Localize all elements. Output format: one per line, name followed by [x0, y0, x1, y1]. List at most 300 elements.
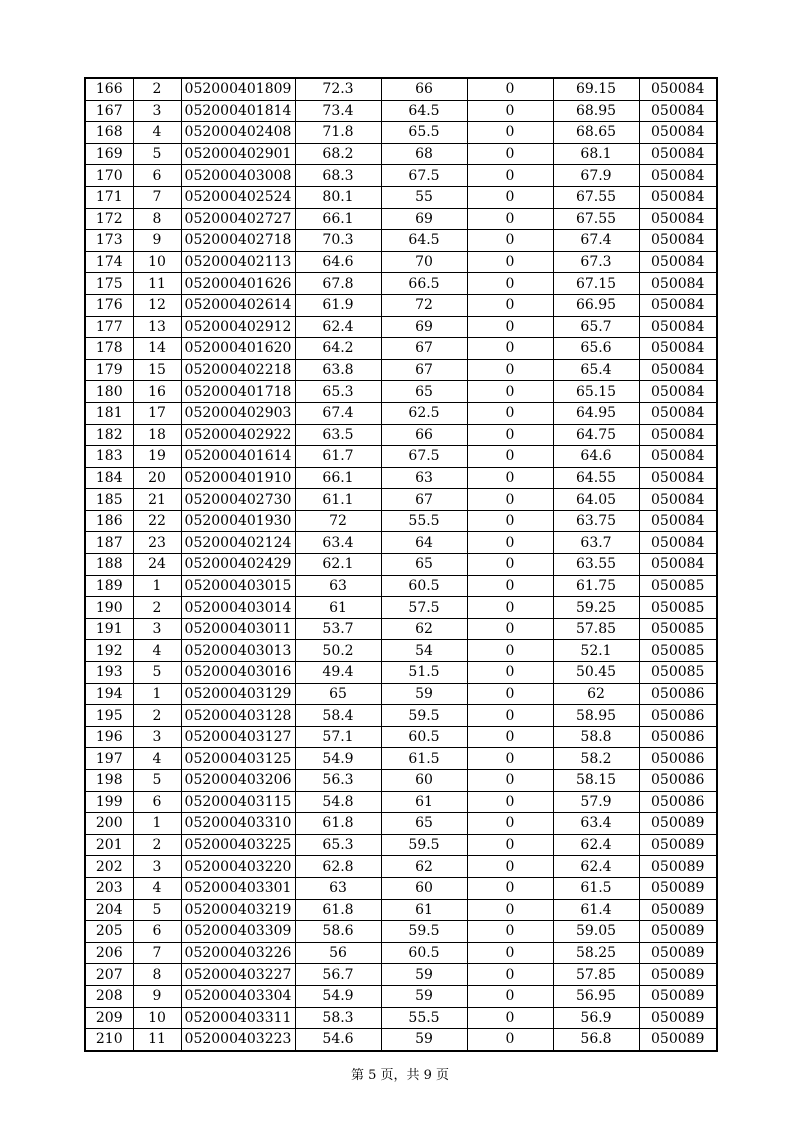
position-code-cell: 050084 [639, 208, 717, 230]
group-rank-cell: 1 [133, 575, 181, 597]
score-a-cell: 63.4 [295, 532, 381, 554]
score-b-cell: 67 [381, 338, 467, 360]
group-rank-cell: 3 [133, 100, 181, 122]
table-row [85, 770, 717, 792]
total-cell: 67.55 [553, 208, 639, 230]
total-cell: 68.65 [553, 122, 639, 144]
table-row [85, 662, 717, 684]
table-row [85, 402, 717, 424]
exam-id-cell: 052000403304 [181, 985, 295, 1007]
total-cell: 63.55 [553, 554, 639, 576]
bonus-cell: 0 [467, 489, 553, 511]
total-cell: 64.75 [553, 424, 639, 446]
bonus-cell: 0 [467, 294, 553, 316]
seq-cell: 186 [85, 510, 133, 532]
total-cell: 64.05 [553, 489, 639, 511]
total-cell: 67.4 [553, 230, 639, 252]
seq-cell: 184 [85, 467, 133, 489]
table-row [85, 640, 717, 662]
exam-id-cell: 052000402912 [181, 316, 295, 338]
exam-id-cell: 052000401620 [181, 338, 295, 360]
table-row [85, 359, 717, 381]
table-row [85, 597, 717, 619]
table-row [85, 1029, 717, 1051]
table-row [85, 985, 717, 1007]
seq-cell: 194 [85, 683, 133, 705]
score-a-cell: 71.8 [295, 122, 381, 144]
position-code-cell: 050085 [639, 640, 717, 662]
group-rank-cell: 6 [133, 165, 181, 187]
group-rank-cell: 19 [133, 446, 181, 468]
seq-cell: 173 [85, 230, 133, 252]
score-b-cell: 61 [381, 899, 467, 921]
score-a-cell: 62.4 [295, 316, 381, 338]
group-rank-cell: 21 [133, 489, 181, 511]
score-b-cell: 54 [381, 640, 467, 662]
total-cell: 57.85 [553, 618, 639, 640]
score-b-cell: 65 [381, 813, 467, 835]
position-code-cell: 050084 [639, 165, 717, 187]
total-cell: 58.15 [553, 770, 639, 792]
group-rank-cell: 6 [133, 921, 181, 943]
score-a-cell: 49.4 [295, 662, 381, 684]
group-rank-cell: 3 [133, 726, 181, 748]
table-row [85, 877, 717, 899]
position-code-cell: 050084 [639, 273, 717, 295]
group-rank-cell: 1 [133, 813, 181, 835]
position-code-cell: 050084 [639, 424, 717, 446]
score-b-cell: 60.5 [381, 575, 467, 597]
exam-id-cell: 052000402718 [181, 230, 295, 252]
group-rank-cell: 14 [133, 338, 181, 360]
bonus-cell: 0 [467, 230, 553, 252]
score-a-cell: 73.4 [295, 100, 381, 122]
total-cell: 67.15 [553, 273, 639, 295]
score-a-cell: 57.1 [295, 726, 381, 748]
score-b-cell: 59.5 [381, 705, 467, 727]
exam-id-cell: 052000401718 [181, 381, 295, 403]
bonus-cell: 0 [467, 208, 553, 230]
total-cell: 56.95 [553, 985, 639, 1007]
score-b-cell: 64.5 [381, 100, 467, 122]
bonus-cell: 0 [467, 813, 553, 835]
group-rank-cell: 5 [133, 662, 181, 684]
position-code-cell: 050085 [639, 662, 717, 684]
exam-id-cell: 052000401614 [181, 446, 295, 468]
seq-cell: 210 [85, 1029, 133, 1051]
total-cell: 65.6 [553, 338, 639, 360]
score-a-cell: 53.7 [295, 618, 381, 640]
bonus-cell: 0 [467, 618, 553, 640]
table-row [85, 575, 717, 597]
group-rank-cell: 5 [133, 899, 181, 921]
position-code-cell: 050084 [639, 467, 717, 489]
score-a-cell: 65.3 [295, 834, 381, 856]
score-a-cell: 61 [295, 597, 381, 619]
group-rank-cell: 11 [133, 273, 181, 295]
table-row [85, 294, 717, 316]
score-b-cell: 59.5 [381, 921, 467, 943]
position-code-cell: 050086 [639, 705, 717, 727]
position-code-cell: 050084 [639, 402, 717, 424]
score-a-cell: 62.8 [295, 856, 381, 878]
exam-id-cell: 052000403128 [181, 705, 295, 727]
exam-id-cell: 052000403115 [181, 791, 295, 813]
total-cell: 65.4 [553, 359, 639, 381]
bonus-cell: 0 [467, 640, 553, 662]
bonus-cell: 0 [467, 510, 553, 532]
bonus-cell: 0 [467, 359, 553, 381]
exam-id-cell: 052000403227 [181, 964, 295, 986]
table-row [85, 424, 717, 446]
total-cell: 64.55 [553, 467, 639, 489]
score-a-cell: 72 [295, 510, 381, 532]
table-row [85, 748, 717, 770]
position-code-cell: 050084 [639, 186, 717, 208]
position-code-cell: 050089 [639, 813, 717, 835]
seq-cell: 209 [85, 1007, 133, 1029]
seq-cell: 167 [85, 100, 133, 122]
position-code-cell: 050089 [639, 964, 717, 986]
seq-cell: 166 [85, 78, 133, 100]
position-code-cell: 050084 [639, 532, 717, 554]
score-a-cell: 58.3 [295, 1007, 381, 1029]
exam-id-cell: 052000403226 [181, 942, 295, 964]
table-row [85, 1007, 717, 1029]
score-table [84, 77, 718, 1052]
exam-id-cell: 052000402408 [181, 122, 295, 144]
bonus-cell: 0 [467, 705, 553, 727]
bonus-cell: 0 [467, 1007, 553, 1029]
group-rank-cell: 5 [133, 143, 181, 165]
group-rank-cell: 10 [133, 1007, 181, 1029]
bonus-cell: 0 [467, 770, 553, 792]
score-a-cell: 61.8 [295, 813, 381, 835]
group-rank-cell: 11 [133, 1029, 181, 1051]
group-rank-cell: 9 [133, 230, 181, 252]
table-row [85, 964, 717, 986]
score-b-cell: 67.5 [381, 446, 467, 468]
total-cell: 58.95 [553, 705, 639, 727]
seq-cell: 168 [85, 122, 133, 144]
exam-id-cell: 052000403219 [181, 899, 295, 921]
score-b-cell: 63 [381, 467, 467, 489]
exam-id-cell: 052000402730 [181, 489, 295, 511]
score-b-cell: 69 [381, 208, 467, 230]
table-row [85, 532, 717, 554]
total-cell: 65.15 [553, 381, 639, 403]
bonus-cell: 0 [467, 597, 553, 619]
bonus-cell: 0 [467, 381, 553, 403]
bonus-cell: 0 [467, 554, 553, 576]
table-row [85, 813, 717, 835]
exam-id-cell: 052000402901 [181, 143, 295, 165]
exam-id-cell: 052000403013 [181, 640, 295, 662]
table-row [85, 273, 717, 295]
score-b-cell: 65 [381, 381, 467, 403]
score-b-cell: 67.5 [381, 165, 467, 187]
position-code-cell: 050084 [639, 489, 717, 511]
score-a-cell: 63 [295, 877, 381, 899]
seq-cell: 201 [85, 834, 133, 856]
exam-id-cell: 052000402727 [181, 208, 295, 230]
score-b-cell: 61.5 [381, 748, 467, 770]
seq-cell: 182 [85, 424, 133, 446]
position-code-cell: 050084 [639, 251, 717, 273]
seq-cell: 199 [85, 791, 133, 813]
position-code-cell: 050089 [639, 899, 717, 921]
table-row [85, 618, 717, 640]
table-row [85, 165, 717, 187]
exam-id-cell: 052000402218 [181, 359, 295, 381]
score-a-cell: 63 [295, 575, 381, 597]
bonus-cell: 0 [467, 100, 553, 122]
bonus-cell: 0 [467, 899, 553, 921]
score-b-cell: 65.5 [381, 122, 467, 144]
exam-id-cell: 052000403016 [181, 662, 295, 684]
seq-cell: 195 [85, 705, 133, 727]
exam-id-cell: 052000403125 [181, 748, 295, 770]
score-a-cell: 58.6 [295, 921, 381, 943]
score-b-cell: 60 [381, 770, 467, 792]
seq-cell: 200 [85, 813, 133, 835]
group-rank-cell: 20 [133, 467, 181, 489]
seq-cell: 169 [85, 143, 133, 165]
bonus-cell: 0 [467, 424, 553, 446]
score-a-cell: 67.8 [295, 273, 381, 295]
position-code-cell: 050089 [639, 921, 717, 943]
bonus-cell: 0 [467, 467, 553, 489]
position-code-cell: 050086 [639, 748, 717, 770]
score-a-cell: 56.7 [295, 964, 381, 986]
seq-cell: 202 [85, 856, 133, 878]
seq-cell: 208 [85, 985, 133, 1007]
seq-cell: 196 [85, 726, 133, 748]
seq-cell: 175 [85, 273, 133, 295]
table-row [85, 100, 717, 122]
score-a-cell: 61.9 [295, 294, 381, 316]
total-cell: 66.95 [553, 294, 639, 316]
table-row [85, 856, 717, 878]
group-rank-cell: 2 [133, 705, 181, 727]
score-a-cell: 64.6 [295, 251, 381, 273]
exam-id-cell: 052000403015 [181, 575, 295, 597]
bonus-cell: 0 [467, 402, 553, 424]
score-a-cell: 67.4 [295, 402, 381, 424]
exam-id-cell: 052000402124 [181, 532, 295, 554]
group-rank-cell: 8 [133, 964, 181, 986]
seq-cell: 172 [85, 208, 133, 230]
group-rank-cell: 24 [133, 554, 181, 576]
group-rank-cell: 2 [133, 597, 181, 619]
bonus-cell: 0 [467, 251, 553, 273]
score-b-cell: 70 [381, 251, 467, 273]
exam-id-cell: 052000403310 [181, 813, 295, 835]
group-rank-cell: 12 [133, 294, 181, 316]
bonus-cell: 0 [467, 748, 553, 770]
total-cell: 52.1 [553, 640, 639, 662]
score-a-cell: 62.1 [295, 554, 381, 576]
seq-cell: 206 [85, 942, 133, 964]
exam-id-cell: 052000403127 [181, 726, 295, 748]
total-cell: 65.7 [553, 316, 639, 338]
table-row [85, 338, 717, 360]
score-a-cell: 50.2 [295, 640, 381, 662]
exam-id-cell: 052000403225 [181, 834, 295, 856]
bonus-cell: 0 [467, 446, 553, 468]
score-b-cell: 69 [381, 316, 467, 338]
score-b-cell: 62 [381, 856, 467, 878]
position-code-cell: 050089 [639, 856, 717, 878]
seq-cell: 193 [85, 662, 133, 684]
group-rank-cell: 2 [133, 834, 181, 856]
exam-id-cell: 052000403309 [181, 921, 295, 943]
bonus-cell: 0 [467, 834, 553, 856]
table-row [85, 834, 717, 856]
score-a-cell: 58.4 [295, 705, 381, 727]
bonus-cell: 0 [467, 575, 553, 597]
table-row [85, 899, 717, 921]
seq-cell: 177 [85, 316, 133, 338]
total-cell: 61.75 [553, 575, 639, 597]
total-cell: 62.4 [553, 856, 639, 878]
score-b-cell: 64 [381, 532, 467, 554]
seq-cell: 179 [85, 359, 133, 381]
table-row [85, 143, 717, 165]
score-a-cell: 80.1 [295, 186, 381, 208]
score-a-cell: 61.7 [295, 446, 381, 468]
table-row [85, 316, 717, 338]
position-code-cell: 050084 [639, 446, 717, 468]
score-b-cell: 59 [381, 985, 467, 1007]
score-b-cell: 60 [381, 877, 467, 899]
seq-cell: 183 [85, 446, 133, 468]
score-b-cell: 62.5 [381, 402, 467, 424]
exam-id-cell: 052000402614 [181, 294, 295, 316]
group-rank-cell: 4 [133, 748, 181, 770]
group-rank-cell: 17 [133, 402, 181, 424]
exam-id-cell: 052000403301 [181, 877, 295, 899]
group-rank-cell: 3 [133, 618, 181, 640]
position-code-cell: 050084 [639, 359, 717, 381]
total-cell: 59.25 [553, 597, 639, 619]
bonus-cell: 0 [467, 683, 553, 705]
total-cell: 63.7 [553, 532, 639, 554]
score-a-cell: 63.8 [295, 359, 381, 381]
bonus-cell: 0 [467, 143, 553, 165]
group-rank-cell: 18 [133, 424, 181, 446]
position-code-cell: 050084 [639, 510, 717, 532]
total-cell: 58.8 [553, 726, 639, 748]
score-a-cell: 54.9 [295, 985, 381, 1007]
bonus-cell: 0 [467, 78, 553, 100]
position-code-cell: 050085 [639, 575, 717, 597]
seq-cell: 171 [85, 186, 133, 208]
bonus-cell: 0 [467, 186, 553, 208]
exam-id-cell: 052000401814 [181, 100, 295, 122]
table-row [85, 489, 717, 511]
seq-cell: 189 [85, 575, 133, 597]
bonus-cell: 0 [467, 877, 553, 899]
bonus-cell: 0 [467, 122, 553, 144]
group-rank-cell: 2 [133, 78, 181, 100]
table-row [85, 726, 717, 748]
seq-cell: 187 [85, 532, 133, 554]
score-a-cell: 54.6 [295, 1029, 381, 1051]
score-b-cell: 59.5 [381, 834, 467, 856]
group-rank-cell: 16 [133, 381, 181, 403]
total-cell: 64.6 [553, 446, 639, 468]
score-b-cell: 66.5 [381, 273, 467, 295]
total-cell: 61.4 [553, 899, 639, 921]
score-b-cell: 64.5 [381, 230, 467, 252]
position-code-cell: 050089 [639, 1007, 717, 1029]
total-cell: 62 [553, 683, 639, 705]
group-rank-cell: 3 [133, 856, 181, 878]
score-a-cell: 54.9 [295, 748, 381, 770]
table-row [85, 921, 717, 943]
position-code-cell: 050084 [639, 230, 717, 252]
seq-cell: 176 [85, 294, 133, 316]
table-row [85, 230, 717, 252]
total-cell: 59.05 [553, 921, 639, 943]
score-a-cell: 61.1 [295, 489, 381, 511]
table-row [85, 122, 717, 144]
group-rank-cell: 4 [133, 640, 181, 662]
position-code-cell: 050089 [639, 1029, 717, 1051]
exam-id-cell: 052000403311 [181, 1007, 295, 1029]
total-cell: 67.55 [553, 186, 639, 208]
table-body [85, 78, 717, 1051]
table-row [85, 78, 717, 100]
exam-id-cell: 052000403008 [181, 165, 295, 187]
bonus-cell: 0 [467, 921, 553, 943]
total-cell: 61.5 [553, 877, 639, 899]
bonus-cell: 0 [467, 985, 553, 1007]
group-rank-cell: 4 [133, 122, 181, 144]
position-code-cell: 050086 [639, 791, 717, 813]
exam-id-cell: 052000403220 [181, 856, 295, 878]
bonus-cell: 0 [467, 791, 553, 813]
score-a-cell: 70.3 [295, 230, 381, 252]
seq-cell: 192 [85, 640, 133, 662]
score-b-cell: 57.5 [381, 597, 467, 619]
bonus-cell: 0 [467, 856, 553, 878]
score-b-cell: 67 [381, 489, 467, 511]
table-row [85, 381, 717, 403]
bonus-cell: 0 [467, 662, 553, 684]
group-rank-cell: 1 [133, 683, 181, 705]
total-cell: 50.45 [553, 662, 639, 684]
group-rank-cell: 15 [133, 359, 181, 381]
total-cell: 64.95 [553, 402, 639, 424]
position-code-cell: 050089 [639, 942, 717, 964]
bonus-cell: 0 [467, 165, 553, 187]
exam-id-cell: 052000401930 [181, 510, 295, 532]
exam-id-cell: 052000402922 [181, 424, 295, 446]
total-cell: 57.85 [553, 964, 639, 986]
score-b-cell: 60.5 [381, 942, 467, 964]
total-cell: 69.15 [553, 78, 639, 100]
seq-cell: 180 [85, 381, 133, 403]
position-code-cell: 050084 [639, 554, 717, 576]
total-cell: 62.4 [553, 834, 639, 856]
score-b-cell: 59 [381, 1029, 467, 1051]
bonus-cell: 0 [467, 316, 553, 338]
score-b-cell: 72 [381, 294, 467, 316]
total-cell: 63.75 [553, 510, 639, 532]
exam-id-cell: 052000402903 [181, 402, 295, 424]
